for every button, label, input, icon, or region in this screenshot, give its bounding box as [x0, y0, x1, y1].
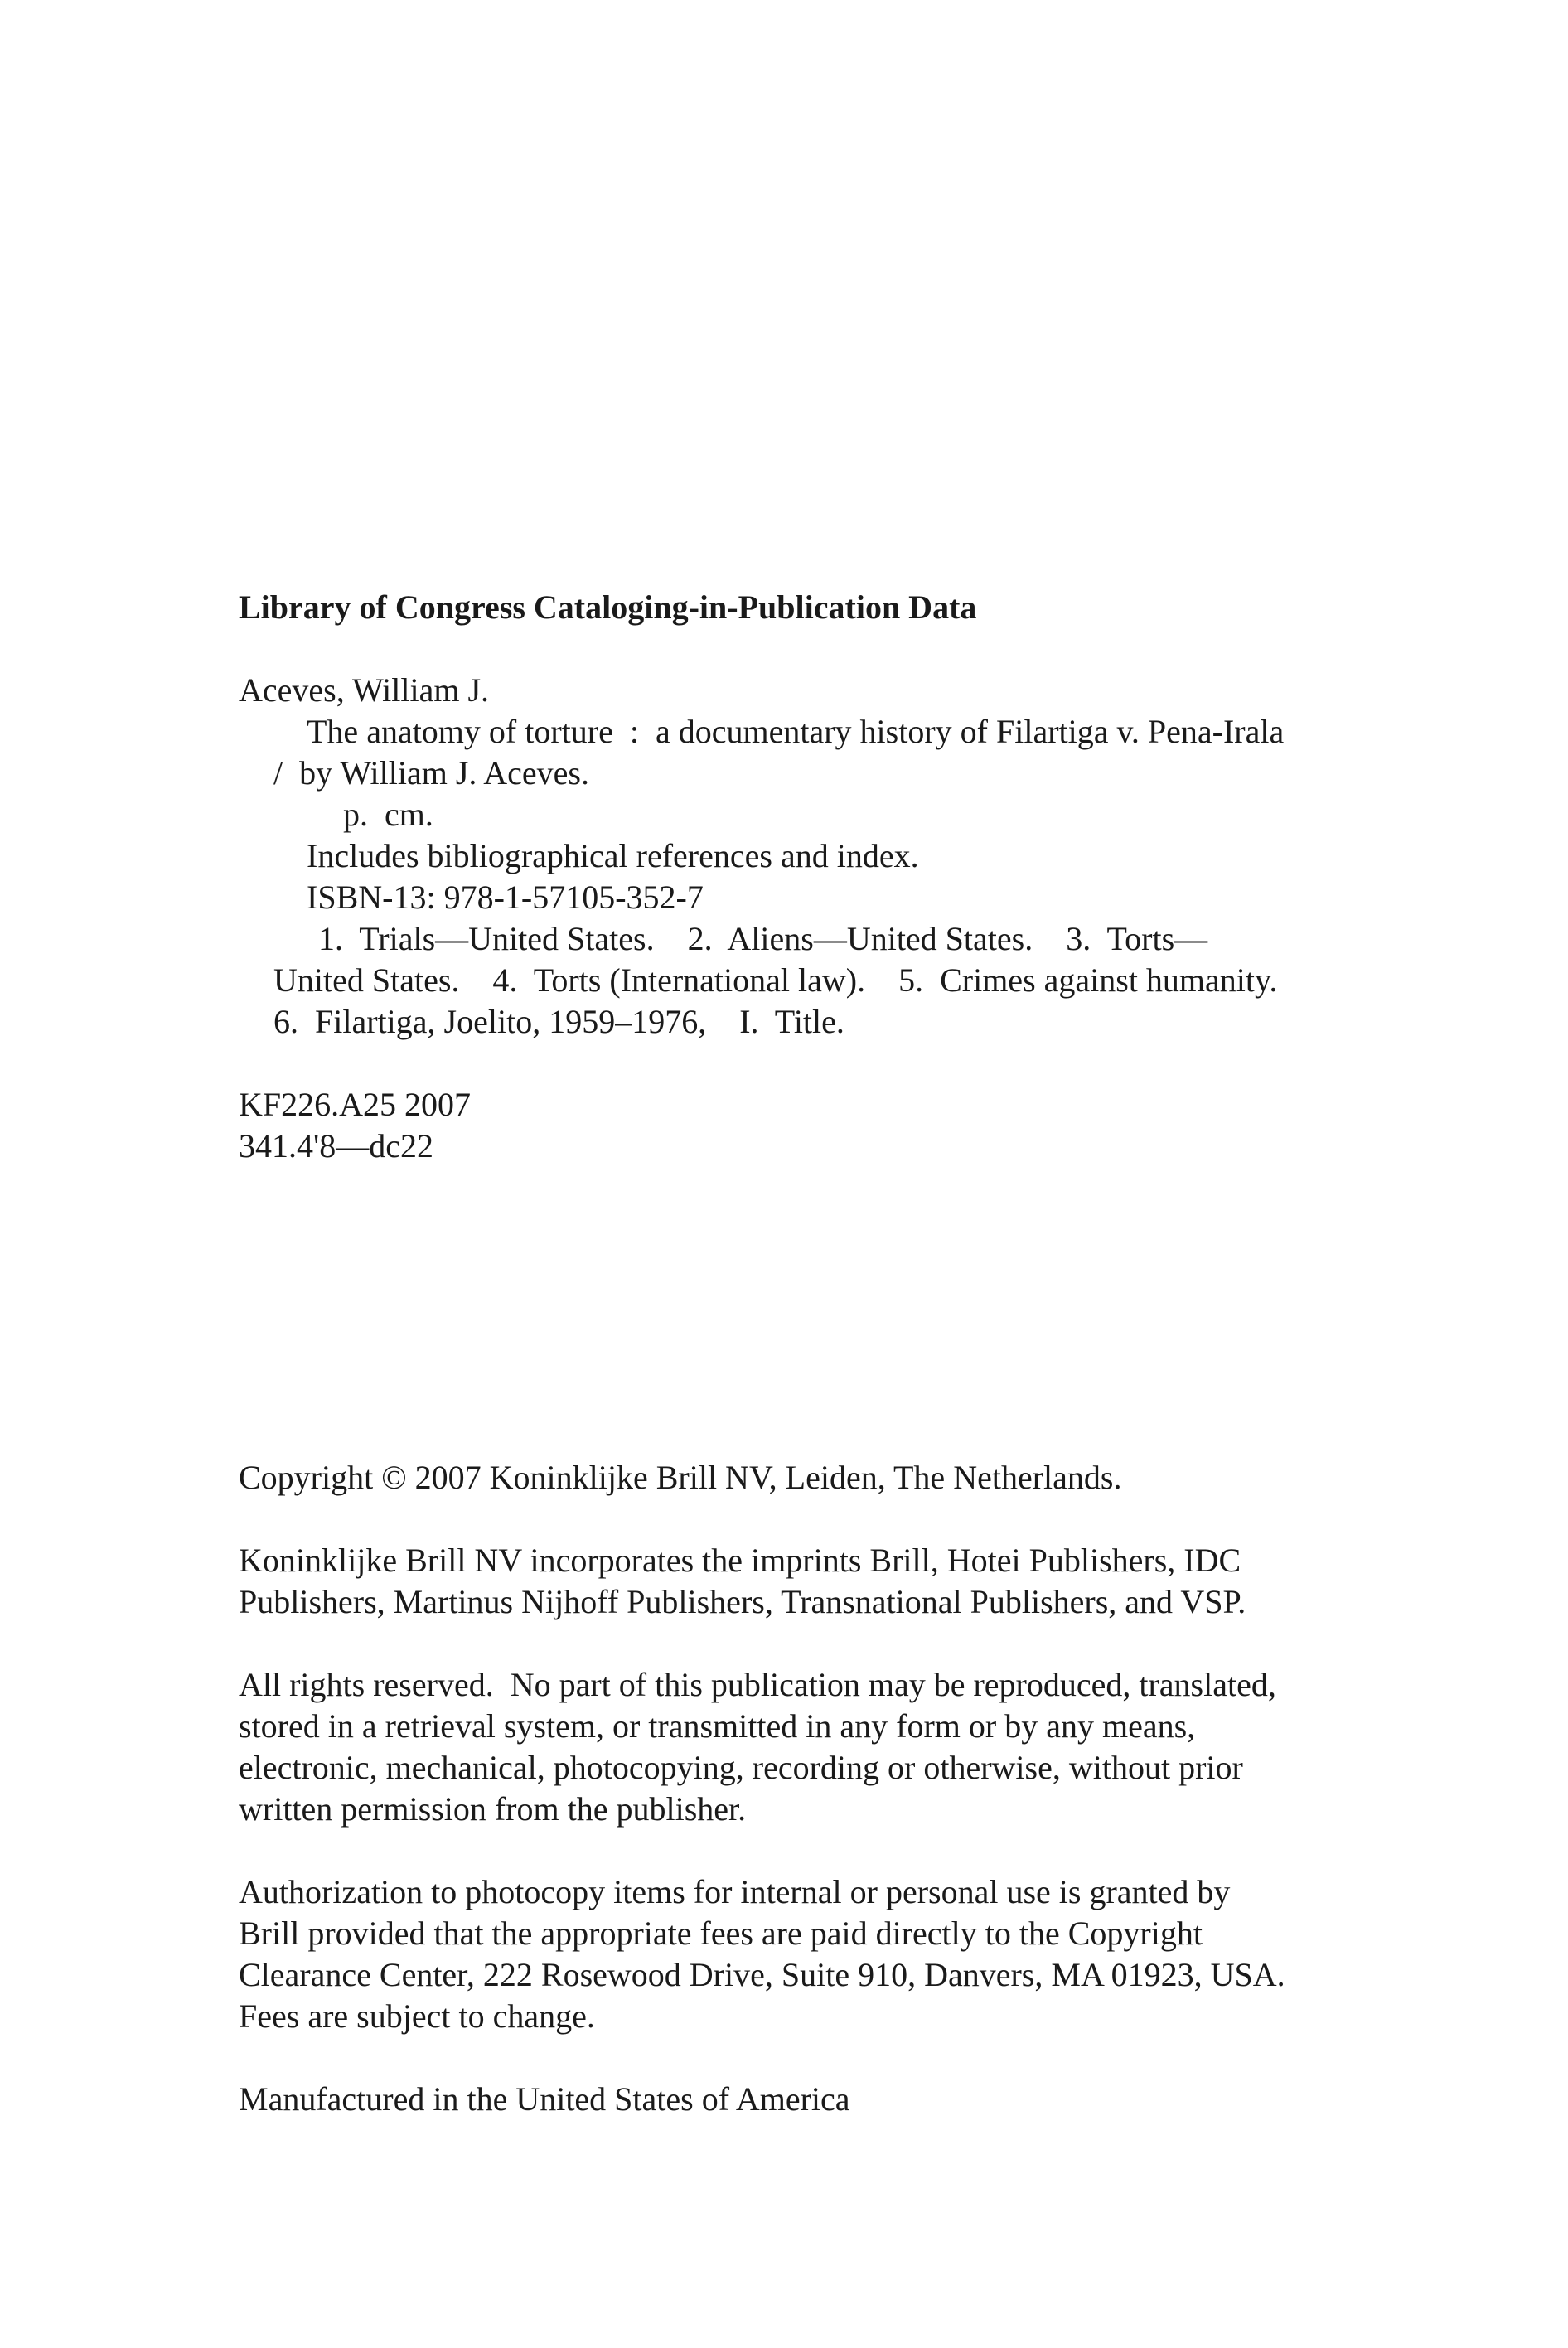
cip-isbn: ISBN-13: 978-1-57105-352-7: [307, 879, 704, 916]
cip-subjects-line: 1. Trials—United States. 2. Aliens—United States. 3. Torts—: [318, 920, 1208, 957]
rights-paragraph: [239, 1664, 1399, 1830]
rights-line: written permission from the publisher.: [239, 1790, 747, 1828]
cip-classification: [239, 1084, 1399, 1167]
cip-notes: Includes bibliographical references and index.: [307, 837, 919, 874]
authorization-paragraph: [239, 1871, 1399, 2037]
cip-heading: Library of Congress Cataloging-in-Publication Data: [239, 588, 977, 626]
authorization-line: Brill provided that the appropriate fees are paid directly to the Copyright: [239, 1915, 1203, 1952]
cip-author: Aceves, William J.: [239, 671, 490, 709]
cip-heading-block: [239, 587, 1399, 628]
authorization-line: Authorization to photocopy items for internal or personal use is granted by: [239, 1873, 1231, 1910]
authorization-line: Clearance Center, 222 Rosewood Drive, Suite 910, Danvers, MA 01923, USA.: [239, 1956, 1285, 1993]
dewey-number: 341.4'8—dc22: [239, 1127, 433, 1164]
rights-line: stored in a retrieval system, or transmitted in any form or by any means,: [239, 1707, 1196, 1745]
copyright-notice: Copyright © 2007 Koninklijke Brill NV, Leiden, The Netherlands.: [239, 1459, 1122, 1496]
imprints-line: Koninklijke Brill NV incorporates the imprints Brill, Hotei Publishers, IDC: [239, 1542, 1241, 1579]
manufactured-block: [239, 2079, 1399, 2120]
imprints-paragraph: [239, 1540, 1399, 1623]
cip-record: [239, 670, 1399, 1043]
cip-pages: p. cm.: [343, 796, 433, 833]
manufactured-note: Manufactured in the United States of America: [239, 2080, 850, 2118]
cip-title-line: / by William J. Aceves.: [273, 754, 589, 792]
imprints-line: Publishers, Martinus Nijhoff Publishers, Transnational Publishers, and VSP.: [239, 1583, 1246, 1620]
authorization-line: Fees are subject to change.: [239, 1997, 595, 2035]
rights-line: electronic, mechanical, photocopying, recording or otherwise, without prior: [239, 1749, 1243, 1786]
lc-class-number: KF226.A25 2007: [239, 1086, 472, 1123]
copyright-notice-block: [239, 1457, 1399, 1498]
cip-title-line: The anatomy of torture : a documentary history of Filartiga v. Pena-Irala: [307, 713, 1285, 750]
rights-line: All rights reserved. No part of this publication may be reproduced, translated,: [239, 1666, 1276, 1703]
cip-subjects-line: 6. Filartiga, Joelito, 1959–1976, I. Title.: [273, 1003, 844, 1040]
cip-subjects-line: United States. 4. Torts (International law). 5. Crimes against humanity.: [273, 961, 1278, 999]
